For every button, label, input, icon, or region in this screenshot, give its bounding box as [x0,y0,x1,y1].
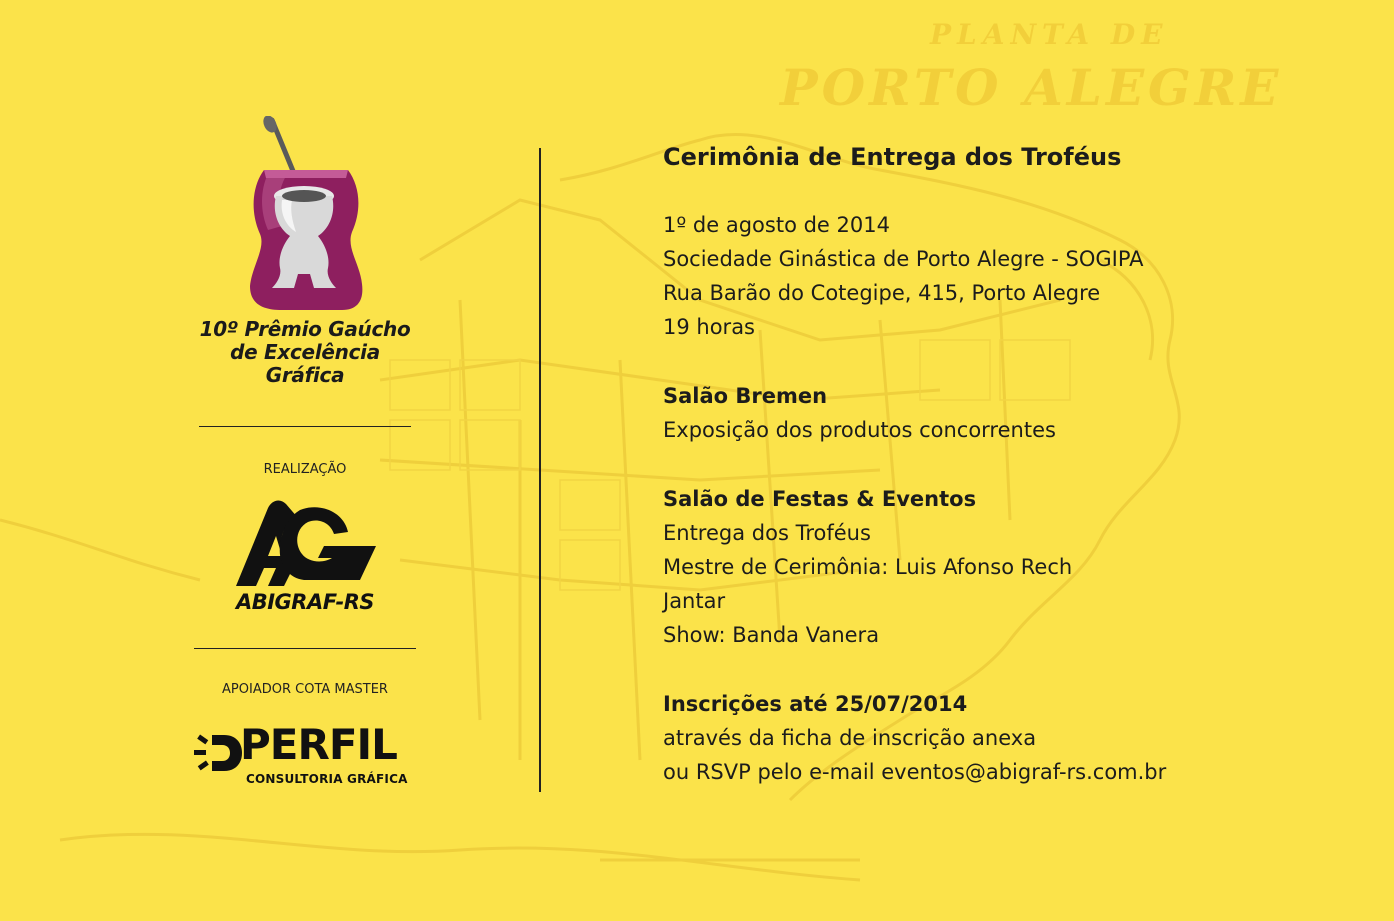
abigraf-label: ABIGRAF-RS [235,590,375,614]
award-title [180,318,430,387]
salao-bremen-line: Exposição dos produtos concorrentes [663,418,1056,442]
award-title-line: Gráfica [265,363,345,387]
salao-festas-line: Mestre de Cerimônia: Luis Afonso Rech [663,555,1073,579]
map-title-top: PLANTA DE [930,18,1169,51]
event-time: 19 horas [663,315,755,339]
event-title: Cerimônia de Entrega dos Troféus [663,143,1122,171]
award-title-line: 10º Prêmio Gaúcho [199,317,411,341]
perfil-subtitle: CONSULTORIA GRÁFICA [246,772,408,786]
event-info [663,140,1363,789]
inscricoes-title: Inscrições até 25/07/2014 [663,692,968,716]
inscricoes-email-line[interactable]: ou RSVP pelo e-mail eventos@abigraf-rs.com.br [663,760,1167,784]
salao-festas-title: Salão de Festas & Eventos [663,487,977,511]
divider [194,648,416,649]
perfil-logo-icon [192,731,242,775]
salao-festas-line: Entrega dos Troféus [663,521,871,545]
inscricoes-line: através da ficha de inscrição anexa [663,726,1037,750]
award-title-line: de Excelência [230,340,380,364]
abigraf-logo [234,498,380,588]
map-title-main: PORTO ALEGRE [780,58,1283,117]
event-venue: Sociedade Ginástica de Porto Alegre - SOGIPA [663,247,1144,271]
salao-bremen-title: Salão Bremen [663,384,828,408]
event-date: 1º de agosto de 2014 [663,213,890,237]
perfil-label: PERFIL [240,720,397,769]
divider [199,426,411,427]
realizacao-label: REALIZAÇÃO [263,462,347,477]
salao-festas-line: Jantar [663,589,726,613]
chimarrao-trophy-logo [242,116,366,312]
salao-festas-line: Show: Banda Vanera [663,623,880,647]
vertical-divider [539,148,541,792]
apoiador-label: APOIADOR COTA MASTER [222,682,388,697]
event-address: Rua Barão do Cotegipe, 415, Porto Alegre [663,281,1101,305]
